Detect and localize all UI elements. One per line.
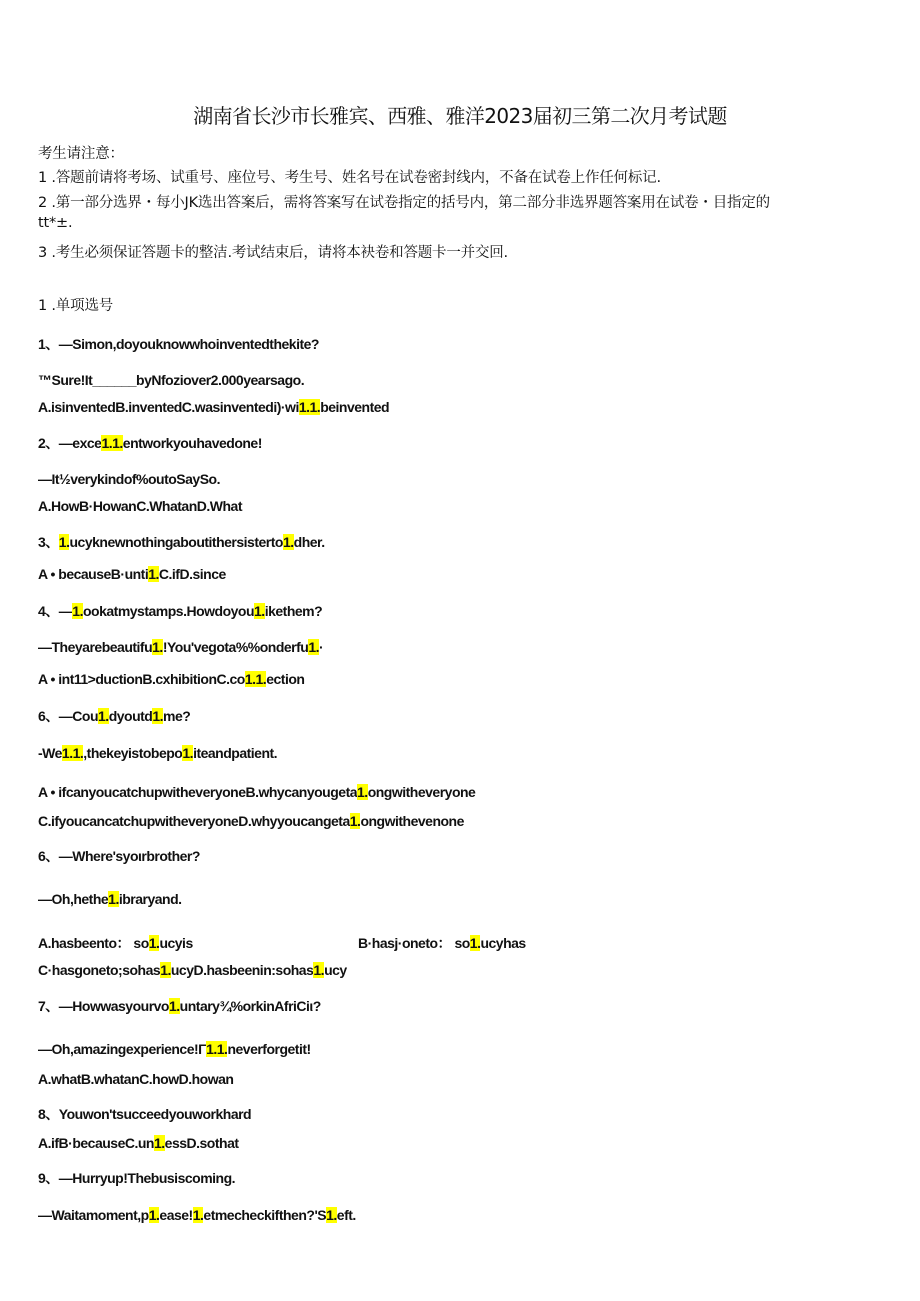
highlight-mark: 1. xyxy=(108,891,119,907)
highlight-mark: 1.1. xyxy=(61,745,84,761)
highlight-mark: 1. xyxy=(148,935,160,951)
question-7-stem: 7、—Howwasyourvo1.untary¾%orkinAfriCiι? xyxy=(38,998,321,1014)
question-5-options-cd: C.ifyoucancatchupwitheveryoneD.whyyoucangeta1.ongwithevenone xyxy=(38,813,464,829)
question-1-options: A.isinventedB.inventedC.wasinventedi)·wi1.1.beinvented xyxy=(38,399,390,415)
question-9-answer: —Waitamoment,p1.ease!1.etmecheckifthen?'S1.eft. xyxy=(38,1207,356,1223)
highlight-mark: 1. xyxy=(254,603,265,619)
question-1-answer: ™Sure!It______byNfoziover2.000yearsago. xyxy=(38,372,305,388)
question-5-stem: 6、—Cou1.dyoutd1.me? xyxy=(38,708,191,724)
highlight-mark: 1. xyxy=(168,998,180,1014)
highlight-mark: 1.1. xyxy=(206,1041,228,1057)
question-2-stem: 2、—exce1.1.entworkyouhavedone! xyxy=(38,435,262,451)
highlight-mark: 1.1. xyxy=(244,671,267,687)
question-6-option-b: B·hasj·oneto： so1.ucyhas xyxy=(358,935,526,951)
highlight-mark: 1. xyxy=(182,745,194,761)
highlight-mark: 1. xyxy=(152,639,163,655)
question-6-stem: 6、—Where'syoιrbrother? xyxy=(38,848,200,864)
question-2-options: A.HowB·HowanC.WhatanD.What xyxy=(38,498,242,514)
question-4-answer: —Theyarebeautifu1.!You'vegota%%onderfu1.· xyxy=(38,639,324,655)
question-5-options-ab: A • ifcanyoucatchupwitheveryoneB.whycanyougeta1.ongwitheveryone xyxy=(38,784,476,800)
question-4-stem: 4、—1.ookatmystamps.Howdoyou1.ikethem? xyxy=(38,603,323,619)
note-2: 2 .第一部分选界・每小JK选出答案后，需将答案写在试卷指定的括号内，第二部分非选界题答案用在试卷・目指定的 xyxy=(38,195,770,211)
highlight-mark: 1. xyxy=(58,534,70,550)
highlight-mark: 1.1. xyxy=(101,435,123,451)
question-6-options-cd: C·hasgoneto;sohas1.ucyD.hasbeenin:sohas1.ucy xyxy=(38,962,347,978)
question-3-options: A • becauseB·unti1.C.ifD.since xyxy=(38,566,226,582)
highlight-mark: 1. xyxy=(98,708,109,724)
highlight-mark: 1. xyxy=(192,1207,204,1223)
question-6-answer: —Oh,hethe1.ibraryand. xyxy=(38,891,182,907)
notes-heading: 考生请注意： xyxy=(38,146,124,162)
question-7-options: A.whatB.whatanC.howD.howan xyxy=(38,1071,234,1087)
highlight-mark: 1. xyxy=(148,566,159,582)
highlight-mark: 1. xyxy=(469,935,481,951)
question-1-stem: 1、—Simon,doyouknowwhoinventedthekite? xyxy=(38,336,319,352)
question-7-answer: —Oh,amazingexperience!Γ1.1.neverforgetit! xyxy=(38,1041,311,1057)
question-8-stem: 8、Youwon'tsucceedyouworkhard xyxy=(38,1106,252,1122)
highlight-mark: 1. xyxy=(152,708,164,724)
highlight-mark: 1. xyxy=(72,603,83,619)
highlight-mark: 1. xyxy=(160,962,171,978)
question-2-answer: —It½verykindof%outoSaySo. xyxy=(38,471,220,487)
section-heading: 1 .单项选号 xyxy=(38,298,114,314)
question-9-stem: 9、—Hurryup!Thebusiscoming. xyxy=(38,1170,236,1186)
question-6-option-a: A.hasbeento： so1.ucyis xyxy=(38,935,193,951)
question-8-options: A.ifB·becauseC.un1.essD.sothat xyxy=(38,1135,239,1151)
highlight-mark: 1. xyxy=(282,534,294,550)
note-2-continued: tt*±. xyxy=(38,215,73,231)
highlight-mark: 1. xyxy=(153,1135,165,1151)
highlight-mark: 1. xyxy=(148,1207,160,1223)
note-3: 3 .考生必须保证答题卡的整洁.考试结束后，请将本袂卷和答题卡一并交回. xyxy=(38,245,508,261)
highlight-mark: 1. xyxy=(308,639,320,655)
page-title: 湖南省长沙市长雅宾、西雅、雅洋2023届初三第二次月考试题 xyxy=(193,104,727,128)
highlight-mark: 1. xyxy=(357,784,368,800)
question-3-stem: 3、1.ucyknewnothingaboutithersisterto1.dher. xyxy=(38,534,325,550)
note-1: 1 .答题前请将考场、试重号、座位号、考生号、姓名号在试卷密封线内，不备在试卷上作任何标记. xyxy=(38,170,661,186)
highlight-mark: 1.1. xyxy=(298,399,321,415)
question-5-answer: -We1.1.,thekeyistobepo1.iteandpatient. xyxy=(38,745,278,761)
highlight-mark: 1. xyxy=(349,813,361,829)
highlight-mark: 1. xyxy=(326,1207,337,1223)
highlight-mark: 1. xyxy=(313,962,325,978)
question-4-options: A • int11>ductionB.cxhibitionC.co1.1.ection xyxy=(38,671,305,687)
